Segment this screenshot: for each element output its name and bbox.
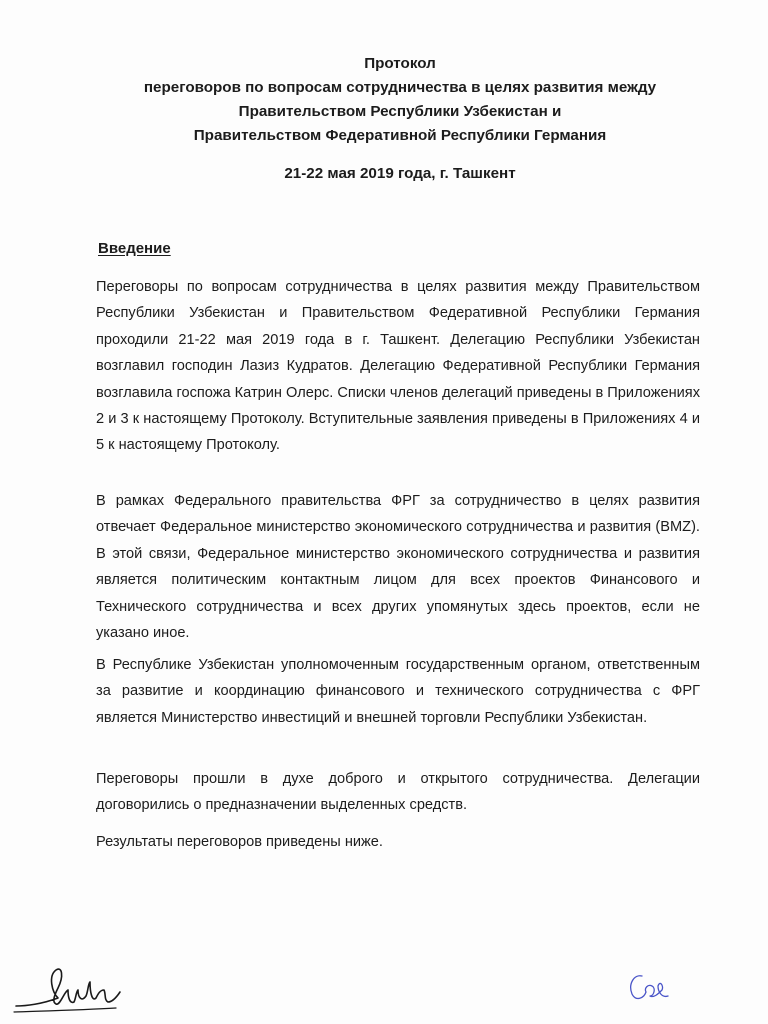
signature-right [624,966,672,1006]
document-title: Протокол [364,55,436,72]
section-heading: Введение [98,240,171,257]
document-subtitle-line-1: переговоров по вопросам сотрудничества в целях развития между [143,79,657,96]
date-and-place: 21-22 мая 2019 года, г. Ташкент [284,165,516,182]
paragraph-bmz: В рамках Федерального правительства ФРГ за сотрудничество в целях развития отвечает Федеральное министерство экономического сотрудничества и развития (BMZ). В этой связи, Федеральное министерство экономического сотрудничества и развития является политическим контактным лицом для всех проектов Финансового и Технического сотрудничества и всех других упомянутых здесь проектов, если не указано иное. [96,493,700,642]
document-title-block [100,52,700,186]
paragraph-introduction: Переговоры по вопросам сотрудничества в целях развития между Правительством Республики Узбекистан и Правительством Федеративной Республики Германия проходили 21-22 мая 2019 года в г. Ташкент. Делегацию Республики Узбекистан возглавил господин Лазиз Кудратов. Делегацию Федеративной Республики Германия возглавила госпожа Катрин Олерс. Списки членов делегаций приведены в Приложениях 2 и 3 к настоящему Протоколу. Вступительные заявления приведены в Приложениях 4 и 5 к настоящему Протоколу. [96,279,700,454]
signature-left [12,962,124,1018]
document-subtitle-line-3: Правительством Федеративной Республики Германия [193,127,607,144]
paragraph-results: Результаты переговоров приведены ниже. [96,834,383,850]
paragraph-authority: В Республике Узбекистан уполномоченным государственным органом, ответственным за развитие и координацию финансового и технического сотрудничества с ФРГ является Министерство инвестиций и внешней торговли Республики Узбекистан. [96,657,700,726]
paragraph-spirit: Переговоры прошли в духе доброго и открытого сотрудничества. Делегации договорились о предназначении выделенных средств. [96,771,700,814]
document-subtitle-line-2: Правительством Республики Узбекистан и [238,103,562,120]
